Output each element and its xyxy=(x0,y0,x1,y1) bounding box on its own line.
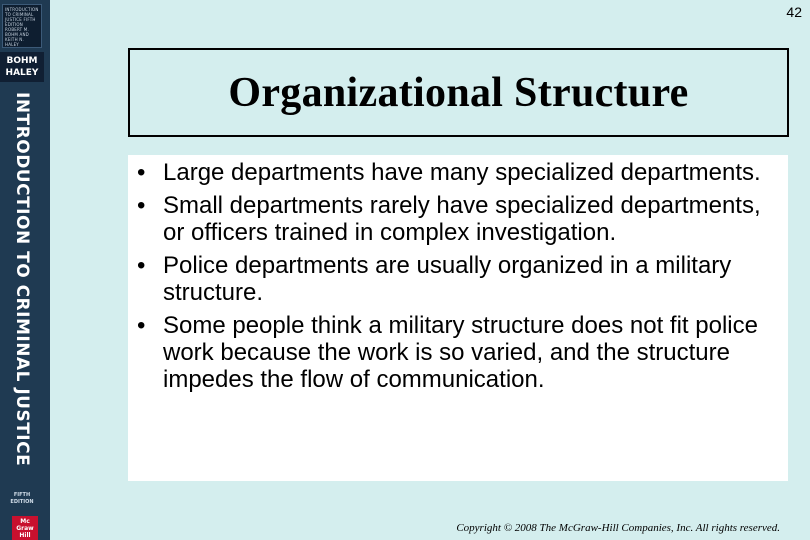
bullet-item xyxy=(128,252,776,306)
author-names xyxy=(0,52,44,82)
mcgraw-hill-logo xyxy=(12,516,38,540)
book-title-vertical: INTRODUCTION TO CRIMINAL JUSTICE xyxy=(12,92,32,467)
bullet-dot-icon: • xyxy=(137,159,146,186)
logo-line-2: Graw xyxy=(16,525,34,532)
title-box xyxy=(128,48,789,137)
copyright-notice: Copyright © 2008 The McGraw-Hill Companies, Inc. All rights reserved. xyxy=(456,522,780,534)
bullet-dot-icon: • xyxy=(137,192,146,219)
bullet-text: Small departments rarely have specialized departments, or officers trained in complex investigation. xyxy=(163,192,761,246)
bullet-text: Some people think a military structure does not fit police work because the work is so varied, and the structure impedes the flow of communication. xyxy=(163,312,758,393)
logo-line-1: Mc xyxy=(20,518,30,525)
bullet-dot-icon: • xyxy=(137,252,146,279)
bullet-list xyxy=(128,155,788,393)
content-box xyxy=(128,155,788,481)
book-sidebar xyxy=(0,0,50,540)
author-haley: HALEY xyxy=(5,68,39,78)
slide-number: 42 xyxy=(786,4,802,20)
edition-line-1: FIFTH xyxy=(13,492,31,498)
bullet-text: Large departments have many specialized departments. xyxy=(163,159,761,186)
bullet-item xyxy=(128,192,776,246)
author-bohm: BOHM xyxy=(6,56,38,66)
bullet-item xyxy=(128,159,776,186)
book-cover-text: INTRODUCTION TO CRIMINAL JUSTICE FIFTH EDITION ROBERT M. BOHM AND KEITH N. HALEY xyxy=(5,7,39,47)
bullet-item xyxy=(128,312,776,393)
bullet-dot-icon: • xyxy=(137,312,146,339)
slide-title: Organizational Structure xyxy=(228,69,689,116)
book-cover-thumbnail xyxy=(2,4,42,48)
edition-line-2: EDITION xyxy=(10,499,34,505)
edition-label xyxy=(0,492,44,506)
logo-line-3: Hill xyxy=(19,532,31,539)
bullet-text: Police departments are usually organized in a military structure. xyxy=(163,252,732,306)
